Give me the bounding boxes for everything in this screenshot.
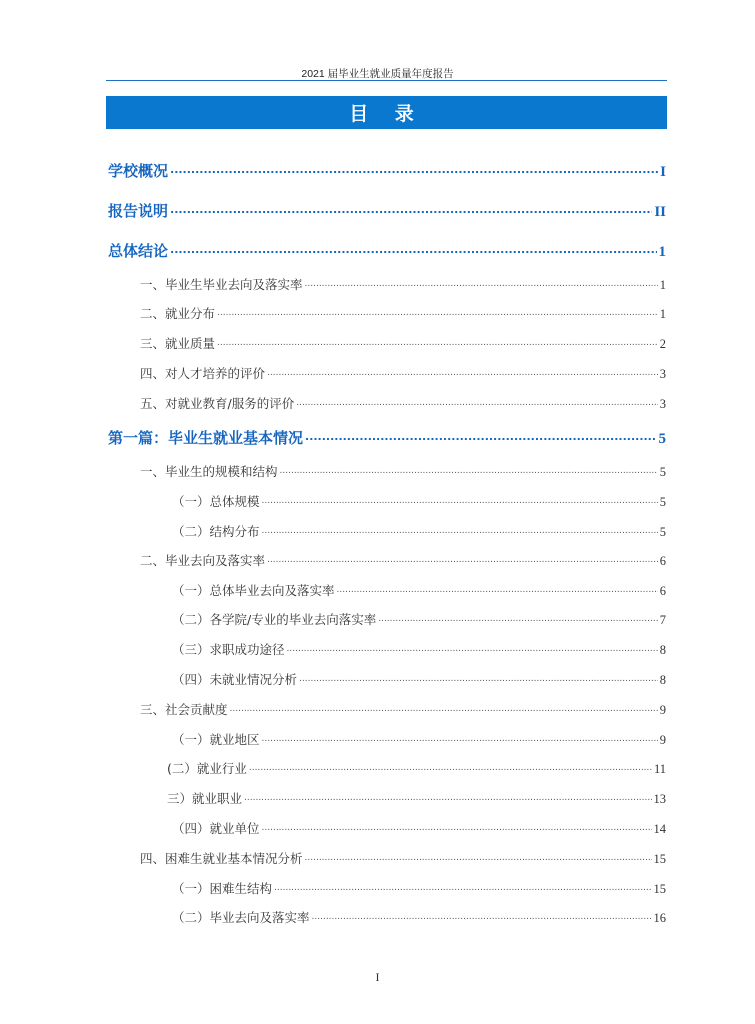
toc-title: 目 录 bbox=[349, 103, 424, 125]
dot-leader bbox=[267, 366, 658, 379]
toc-entry-label: 四、困难生就业基本情况分析 bbox=[140, 851, 303, 866]
toc-entry-page: 2 bbox=[659, 337, 666, 351]
toc-entry-label: 一、毕业生的规模和结构 bbox=[140, 464, 278, 479]
dot-leader bbox=[299, 672, 658, 685]
dot-leader bbox=[262, 524, 658, 537]
page-number: I bbox=[375, 970, 380, 984]
toc-entry-overall-conclusion[interactable] bbox=[108, 240, 666, 261]
dot-leader bbox=[337, 583, 658, 596]
toc-entry-label: （二）结构分布 bbox=[172, 524, 260, 539]
toc-entry-page: 8 bbox=[659, 673, 666, 687]
toc-entry-page: 6 bbox=[659, 554, 666, 568]
toc-entry[interactable] bbox=[172, 730, 666, 748]
dot-leader bbox=[305, 277, 658, 290]
toc-entry-page: 9 bbox=[659, 733, 666, 747]
toc-entry-page: 5 bbox=[658, 431, 666, 447]
toc-entry[interactable] bbox=[140, 700, 666, 718]
toc-entry[interactable] bbox=[167, 789, 666, 807]
toc-entry-label: （一）总体规模 bbox=[172, 494, 260, 509]
toc-entry-page: 6 bbox=[659, 584, 666, 598]
toc-entry-page: 8 bbox=[659, 643, 666, 657]
toc-entry-report-notes[interactable] bbox=[108, 200, 666, 221]
dot-leader bbox=[305, 428, 656, 443]
dot-leader bbox=[262, 494, 658, 507]
toc-entry[interactable] bbox=[140, 275, 666, 293]
toc-entry-label: (二）就业行业 bbox=[167, 761, 247, 776]
toc-entry[interactable] bbox=[172, 819, 666, 837]
toc-title-banner bbox=[106, 96, 667, 129]
toc-entry-page: 13 bbox=[653, 792, 666, 806]
toc-entry-label: （一）就业地区 bbox=[172, 732, 260, 747]
dot-leader bbox=[305, 851, 652, 864]
toc-entry[interactable] bbox=[172, 522, 666, 540]
dot-leader bbox=[287, 642, 658, 655]
dot-leader bbox=[244, 791, 651, 804]
dot-leader bbox=[170, 161, 658, 176]
toc-entry[interactable] bbox=[172, 879, 666, 897]
toc-entry-label: （一）困难生结构 bbox=[172, 881, 273, 896]
toc-entry-page: 14 bbox=[653, 822, 666, 836]
toc-entry-label: 二、就业分布 bbox=[140, 306, 216, 321]
toc-entry[interactable] bbox=[172, 581, 666, 599]
toc-entry-page: 16 bbox=[653, 911, 666, 925]
toc-entry[interactable] bbox=[172, 908, 666, 926]
toc-entry-page: II bbox=[654, 204, 666, 220]
dot-leader bbox=[217, 336, 658, 349]
toc-entry-label: 一、毕业生毕业去向及落实率 bbox=[140, 277, 303, 292]
dot-leader bbox=[312, 910, 652, 923]
toc-entry[interactable] bbox=[140, 462, 666, 480]
dot-leader bbox=[170, 241, 656, 256]
dot-leader bbox=[230, 702, 658, 715]
toc-entry-label: 三、就业质量 bbox=[140, 336, 216, 351]
toc-entry-page: 3 bbox=[659, 367, 666, 381]
toc-entry-school-overview[interactable] bbox=[108, 160, 666, 181]
toc-entry[interactable] bbox=[140, 849, 666, 867]
header-divider bbox=[106, 80, 667, 81]
toc-entry-page: 5 bbox=[659, 465, 666, 479]
toc-entry-label: 五、对就业教育/服务的评价 bbox=[140, 396, 295, 411]
toc-entry-page: 7 bbox=[659, 613, 666, 627]
dot-leader bbox=[280, 464, 658, 477]
toc-entry-page: 5 bbox=[659, 495, 666, 509]
toc-entry[interactable] bbox=[172, 640, 666, 658]
dot-leader bbox=[170, 201, 652, 216]
toc-entry-page: I bbox=[660, 164, 666, 180]
toc-entry-page: 1 bbox=[659, 278, 666, 292]
toc-entry-page: 11 bbox=[653, 762, 666, 776]
toc-entry[interactable] bbox=[172, 610, 666, 628]
toc-entry-page: 1 bbox=[658, 244, 666, 260]
toc-entry-label: 第一篇：毕业生就业基本情况 bbox=[108, 429, 304, 447]
dot-leader bbox=[262, 732, 658, 745]
toc-entry[interactable] bbox=[167, 759, 666, 777]
toc-entry-label: 三、社会贡献度 bbox=[140, 702, 228, 717]
dot-leader bbox=[249, 761, 652, 774]
dot-leader bbox=[274, 881, 651, 894]
toc-entry-page: 9 bbox=[659, 703, 666, 717]
toc-entry[interactable] bbox=[172, 492, 666, 510]
toc-entry[interactable] bbox=[140, 394, 666, 412]
dot-leader bbox=[267, 553, 658, 566]
toc-entry-label: （四）未就业情况分析 bbox=[172, 672, 298, 687]
toc-entry[interactable] bbox=[140, 364, 666, 382]
toc-entry-label: 学校概况 bbox=[108, 162, 169, 180]
dot-leader bbox=[217, 306, 658, 319]
toc-entry-label: 四、对人才培养的评价 bbox=[140, 366, 266, 381]
running-header: 2021 届毕业生就业质量年度报告 bbox=[301, 68, 454, 80]
dot-leader bbox=[296, 396, 658, 409]
toc-entry[interactable] bbox=[140, 334, 666, 352]
toc-entry-label: （一）总体毕业去向及落实率 bbox=[172, 583, 335, 598]
toc-entry-page: 15 bbox=[653, 882, 666, 896]
toc-entry-page: 1 bbox=[659, 307, 666, 321]
dot-leader bbox=[378, 612, 658, 625]
toc-entry-page: 3 bbox=[659, 397, 666, 411]
toc-entry-label: （三）求职成功途径 bbox=[172, 642, 285, 657]
toc-entry-label: （二）各学院/专业的毕业去向落实率 bbox=[172, 612, 377, 627]
toc-entry-label: 二、毕业去向及落实率 bbox=[140, 553, 266, 568]
toc-entry-label: （二）毕业去向及落实率 bbox=[172, 910, 310, 925]
toc-entry-part-one[interactable] bbox=[108, 427, 666, 448]
toc-entry-label: 报告说明 bbox=[108, 202, 169, 220]
toc-entry-page: 5 bbox=[659, 525, 666, 539]
toc-entry-label: （四）就业单位 bbox=[172, 821, 260, 836]
toc-entry-label: 三）就业职业 bbox=[167, 791, 243, 806]
toc-entry[interactable] bbox=[140, 304, 666, 322]
dot-leader bbox=[262, 821, 652, 834]
toc-entry-page: 15 bbox=[653, 852, 666, 866]
toc-entry[interactable] bbox=[172, 670, 666, 688]
toc-entry-label: 总体结论 bbox=[108, 242, 169, 260]
toc-entry[interactable] bbox=[140, 551, 666, 569]
